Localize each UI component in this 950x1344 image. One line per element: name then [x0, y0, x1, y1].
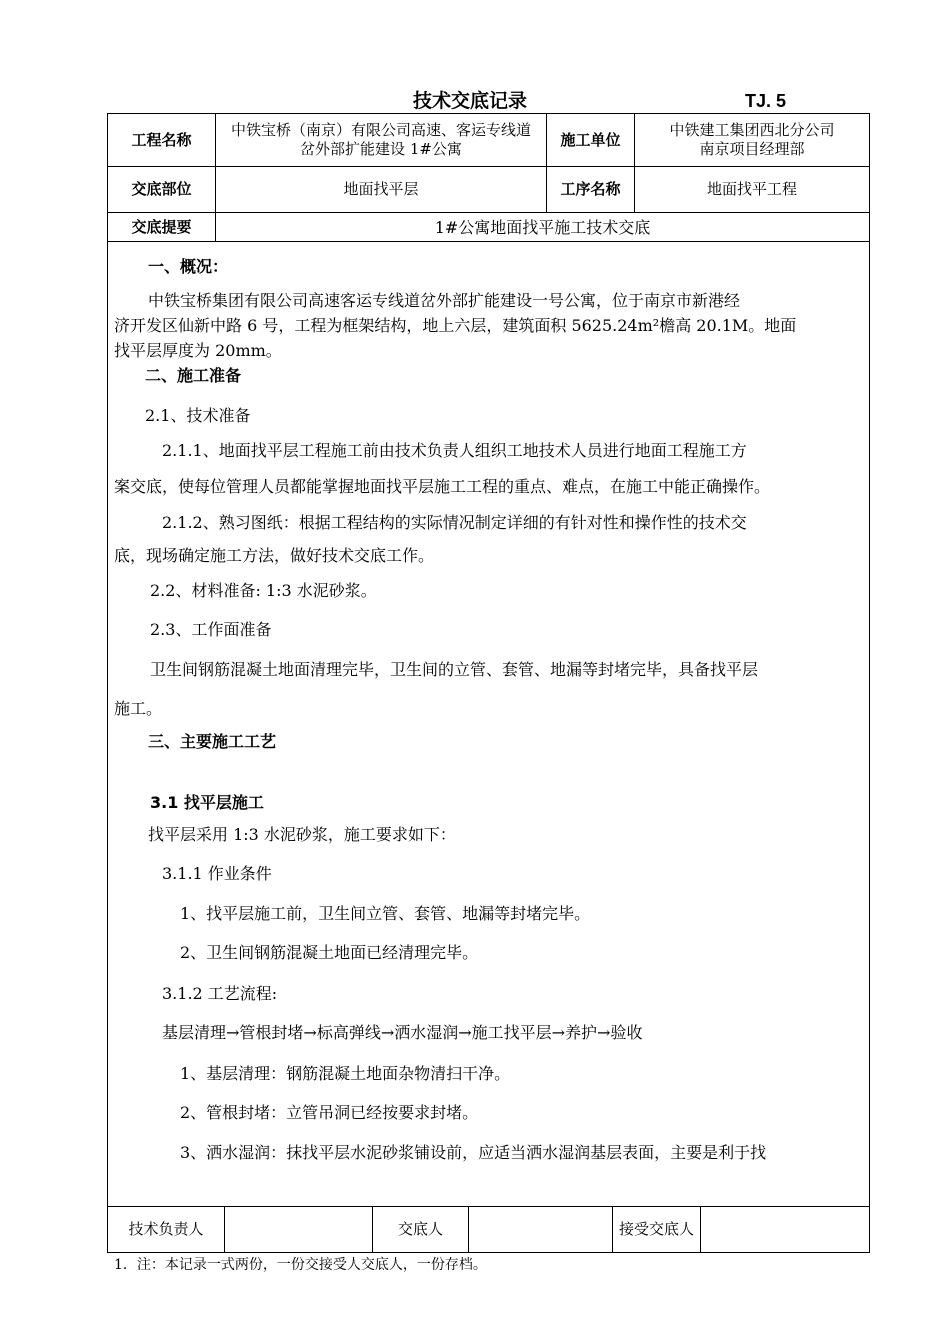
paragraph-line: 济开发区仙新中路 6 号，工程为框架结构，地上六层，建筑面积 5625.24m²檐高 20.1M。地面	[114, 316, 797, 335]
subsection-heading: 2.3、工作面准备	[150, 620, 272, 639]
list-item: 2、卫生间钢筋混凝土地面已经清理完毕。	[180, 943, 479, 962]
list-item: 3、洒水湿润：抹找平层水泥砂浆铺设前，应适当洒水湿润基层表面，主要是利于找	[180, 1143, 767, 1162]
section-heading: 二、施工准备	[145, 366, 242, 385]
project-name-line: 中铁宝桥（南京）有限公司高速、客运专线道	[230, 121, 531, 139]
paragraph-line: 施工。	[114, 699, 163, 718]
paragraph-line: 2.2、材料准备: 1:3 水泥砂浆。	[150, 581, 377, 600]
paragraph-line: 卫生间钢筋混凝土地面清理完毕，卫生间的立管、套管、地漏等封堵完毕，具备找平层	[150, 660, 759, 679]
tech-lead-label: 技术负责人	[128, 1220, 204, 1238]
section-heading: 一、概况：	[148, 257, 229, 276]
receiver-label: 接受交底人	[618, 1220, 694, 1238]
document-title: 技术交底记录	[412, 90, 527, 112]
section-heading: 三、主要施工工艺	[148, 732, 277, 751]
subsection-heading: 2.1、技术准备	[145, 406, 251, 425]
list-item: 1、找平层施工前，卫生间立管、套管、地漏等封堵完毕。	[180, 904, 591, 923]
subsection-heading: 3.1.2 工艺流程:	[162, 984, 278, 1003]
subsection-heading: 3.1 找平层施工	[150, 793, 264, 812]
tech-lead-signature[interactable]	[225, 1207, 372, 1252]
part-label: 交底部位	[131, 180, 192, 198]
receiver-signature[interactable]	[701, 1207, 869, 1252]
paragraph-line: 案交底，使每位管理人员都能掌握地面找平层施工工程的重点、难点，在施工中能正确操作。	[114, 477, 771, 496]
paragraph-line: 找平层厚度为 20mm。	[114, 341, 282, 360]
process-value: 地面找平工程	[706, 180, 797, 198]
row-divider	[108, 241, 869, 242]
project-name-label: 工程名称	[131, 130, 192, 149]
list-item: 2、管根封堵：立管吊洞已经按要求封堵。	[180, 1103, 479, 1122]
paragraph-line: 找平层采用 1:3 水泥砂浆，施工要求如下：	[148, 825, 456, 844]
contractor-line: 中铁建工集团西北分公司	[669, 121, 835, 139]
contractor-line: 南京项目经理部	[699, 140, 805, 158]
paragraph-line: 底，现场确定施工方法，做好技术交底工作。	[114, 546, 435, 565]
paragraph-line: 中铁宝桥集团有限公司高速客运专线道岔外部扩能建设一号公寓，位于南京市新港经	[148, 291, 741, 310]
subsection-heading: 3.1.1 作业条件	[162, 864, 272, 883]
footnote: 1．注：本记录一式两份，一份交接受人交底人，一份存档。	[114, 1257, 487, 1273]
list-item: 1、基层清理：钢筋混凝土地面杂物清扫干净。	[180, 1064, 511, 1083]
paragraph-line: 2.1.2、熟习图纸：根据工程结构的实际情况制定详细的有针对性和操作性的技术交	[162, 513, 747, 532]
project-name-value	[216, 114, 546, 166]
contractor-value	[635, 114, 869, 166]
summary-label: 交底提要	[131, 217, 192, 236]
paragraph-line: 2.1.1、地面找平层工程施工前由技术负责人组织工地技术人员进行地面工程施工方	[162, 441, 747, 460]
contractor-label: 施工单位	[560, 130, 621, 149]
part-value: 地面找平层	[343, 180, 419, 198]
process-label: 工序名称	[560, 180, 621, 198]
summary-value: 1#公寓地面找平施工技术交底	[434, 217, 651, 237]
presenter-signature[interactable]	[469, 1207, 612, 1252]
form-code: TJ. 5	[745, 91, 787, 111]
process-flow: 基层清理→管根封堵→标高弹线→洒水湿润→施工找平层→养护→验收	[162, 1023, 643, 1042]
presenter-label: 交底人	[397, 1220, 443, 1238]
project-name-line: 岔外部扩能建设 1#公寓	[300, 140, 462, 158]
